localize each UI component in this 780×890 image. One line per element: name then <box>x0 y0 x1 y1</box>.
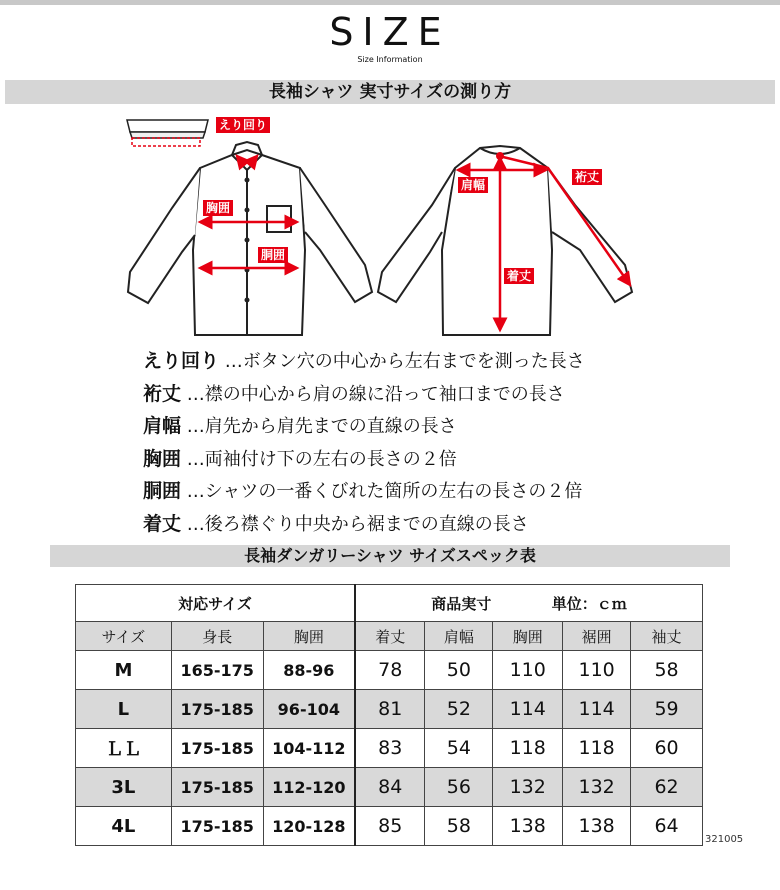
table-cell: 114 <box>493 690 563 729</box>
top-rule <box>0 0 780 5</box>
table-row <box>76 729 703 768</box>
definition-desc: …両袖付け下の左右の長さの２倍 <box>186 448 457 470</box>
table-cell: 83 <box>355 729 425 768</box>
table-cell: 132 <box>563 768 631 807</box>
table-cell: 58 <box>631 651 703 690</box>
definition-list <box>143 345 703 540</box>
definition-desc: …襟の中心から肩の線に沿って袖口までの長さ <box>186 383 565 405</box>
definition-term: えり回り <box>143 350 220 372</box>
label-shoulder: 肩幅 <box>458 177 488 193</box>
table-row <box>76 807 703 846</box>
definition-term: 胴囲 <box>143 480 182 502</box>
table-cell: 88-96 <box>263 651 355 690</box>
table-row <box>76 690 703 729</box>
table-cell: 175-185 <box>171 768 263 807</box>
table-cell: 64 <box>631 807 703 846</box>
column-header: 着丈 <box>355 622 425 651</box>
definition-term: 裄丈 <box>143 382 182 405</box>
table-cell: 110 <box>493 651 563 690</box>
table-cell: L <box>76 690 172 729</box>
table-cell: 165-175 <box>171 651 263 690</box>
page-subtitle: Size Information <box>357 55 423 64</box>
table-cell: 54 <box>425 729 493 768</box>
definition-desc: …シャツの一番くびれた箇所の左右の長さの２倍 <box>186 481 583 502</box>
table-cell: 138 <box>563 807 631 846</box>
table-cell: 104-112 <box>263 729 355 768</box>
column-header: 身長 <box>171 622 263 651</box>
label-sleeve: 裄丈 <box>572 169 602 185</box>
table-cell: 175-185 <box>171 807 263 846</box>
table-cell: 112-120 <box>263 768 355 807</box>
definition-item <box>143 378 703 411</box>
page-title: SIZE <box>329 10 451 54</box>
table-cell: ＬＬ <box>76 729 172 768</box>
table-cell: 59 <box>631 690 703 729</box>
table-cell: 110 <box>563 651 631 690</box>
definition-desc: …ボタン穴の中心から左右までを測った長さ <box>224 351 585 372</box>
definition-term: 胸囲 <box>143 447 182 470</box>
table-cell: 175-185 <box>171 690 263 729</box>
table-cell: 50 <box>425 651 493 690</box>
group-header-fit: 対応サイズ <box>76 585 356 622</box>
label-collar: えり回り <box>216 117 270 133</box>
table-cell: 138 <box>493 807 563 846</box>
front-shirt <box>128 142 372 335</box>
table-cell: 78 <box>355 651 425 690</box>
group-header-product: 商品実寸 <box>431 594 492 613</box>
table-cell: 175-185 <box>171 729 263 768</box>
table-cell: 132 <box>493 768 563 807</box>
column-header: 胸囲 <box>493 622 563 651</box>
table-row <box>76 768 703 807</box>
table-cell: 60 <box>631 729 703 768</box>
section-heading-measure: 長袖シャツ 実寸サイズの測り方 <box>5 80 775 104</box>
table-cell: 81 <box>355 690 425 729</box>
column-header: 肩幅 <box>425 622 493 651</box>
column-header: サイズ <box>76 622 172 651</box>
table-cell: 58 <box>425 807 493 846</box>
product-code: 321005 <box>705 834 744 845</box>
definition-item <box>143 345 703 378</box>
table-cell: M <box>76 651 172 690</box>
definition-desc: …後ろ襟ぐり中央から裾までの直線の長さ <box>186 513 529 535</box>
table-cell: 62 <box>631 768 703 807</box>
table-cell: 3L <box>76 768 172 807</box>
label-waist: 胴囲 <box>258 247 288 263</box>
table-cell: 52 <box>425 690 493 729</box>
collar-detail <box>127 120 208 146</box>
column-header: 袖丈 <box>631 622 703 651</box>
column-header: 胸囲 <box>263 622 355 651</box>
table-cell: 114 <box>563 690 631 729</box>
size-spec-table <box>75 584 703 846</box>
definition-item <box>143 410 703 443</box>
table-column-header <box>76 622 703 651</box>
table-group-header <box>76 585 703 622</box>
definition-term: 肩幅 <box>143 415 182 437</box>
group-header-unit: 単位：ｃｍ <box>551 594 627 613</box>
table-cell: 120-128 <box>263 807 355 846</box>
column-header: 裾囲 <box>563 622 631 651</box>
table-cell: 56 <box>425 768 493 807</box>
group-header-measure <box>355 585 702 622</box>
table-cell: 118 <box>563 729 631 768</box>
label-length: 着丈 <box>504 268 534 284</box>
label-chest: 胸囲 <box>203 200 233 216</box>
table-cell: 85 <box>355 807 425 846</box>
definition-term: 着丈 <box>143 512 182 535</box>
table-row <box>76 651 703 690</box>
definition-item <box>143 475 703 508</box>
table-cell: 118 <box>493 729 563 768</box>
section-heading-spec: 長袖ダンガリーシャツ サイズスペック表 <box>50 545 730 567</box>
table-cell: 4L <box>76 807 172 846</box>
definition-desc: …肩先から肩先までの直線の長さ <box>186 416 457 437</box>
table-cell: 84 <box>355 768 425 807</box>
shirt-diagram <box>0 105 780 340</box>
definition-item <box>143 508 703 541</box>
definition-item <box>143 443 703 476</box>
table-cell: 96-104 <box>263 690 355 729</box>
